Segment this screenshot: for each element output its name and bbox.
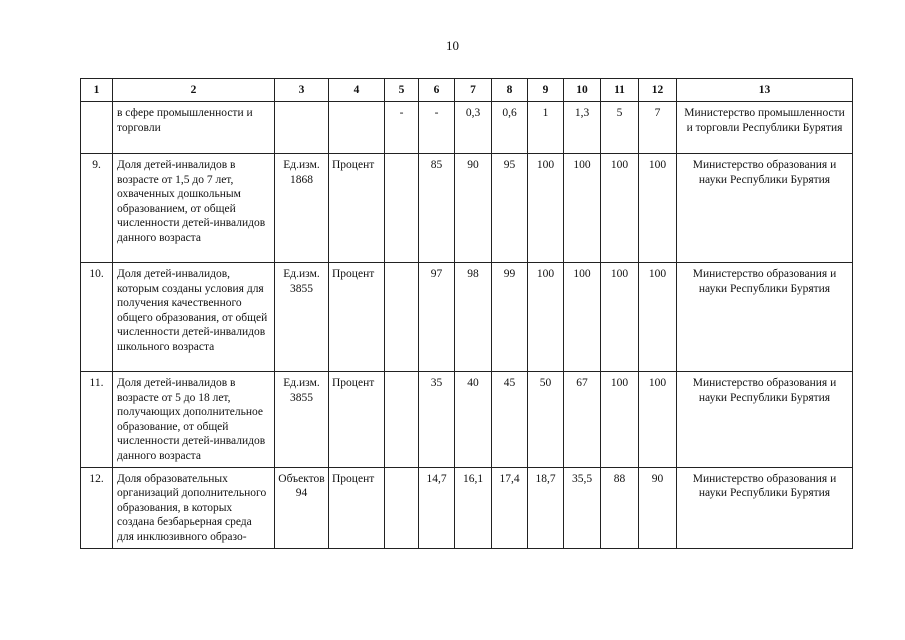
- value-cell: 97: [419, 263, 455, 372]
- header-row: [81, 79, 853, 102]
- value-cell: 98: [455, 263, 492, 372]
- value-cell: 99: [492, 263, 528, 372]
- indicators-table: [80, 78, 853, 549]
- row-number: 12.: [81, 467, 113, 548]
- indicator-name: Доля детей-инвалидов, которым созданы условия для получения качественного общего образования, от общей численности детей-инвалидов школьного возраста: [113, 263, 275, 372]
- header-cell: 3: [275, 79, 329, 102]
- value-cell: 35: [419, 372, 455, 468]
- value-cell: 50: [528, 372, 564, 468]
- table-row: [81, 467, 853, 548]
- value-cell: 100: [601, 263, 639, 372]
- indicator-name: в сфере промышленности и торговли: [113, 102, 275, 154]
- row-number: 9.: [81, 154, 113, 263]
- header-cell: 1: [81, 79, 113, 102]
- value-cell: 100: [639, 154, 677, 263]
- value-cell: 100: [564, 154, 601, 263]
- value-cell: 100: [528, 263, 564, 372]
- value-cell: [385, 263, 419, 372]
- header-cell: 4: [329, 79, 385, 102]
- measure-unit: Процент: [329, 154, 385, 263]
- value-cell: 95: [492, 154, 528, 263]
- value-cell: 85: [419, 154, 455, 263]
- unit-code: Ед.изм. 3855: [275, 263, 329, 372]
- row-number: 10.: [81, 263, 113, 372]
- value-cell: [385, 372, 419, 468]
- value-cell: 100: [601, 372, 639, 468]
- value-cell: 5: [601, 102, 639, 154]
- value-cell: 7: [639, 102, 677, 154]
- value-cell: 14,7: [419, 467, 455, 548]
- value-cell: -: [419, 102, 455, 154]
- measure-unit: Процент: [329, 467, 385, 548]
- header-cell: 8: [492, 79, 528, 102]
- value-cell: 1,3: [564, 102, 601, 154]
- measure-unit: [329, 102, 385, 154]
- header-cell: 12: [639, 79, 677, 102]
- unit-code: Объектов 94: [275, 467, 329, 548]
- responsible-body: Министерство образования и науки Республики Бурятия: [677, 372, 853, 468]
- value-cell: 1: [528, 102, 564, 154]
- value-cell: 18,7: [528, 467, 564, 548]
- indicator-name: Доля образовательных организаций дополнительного образования, в которых создана безбарьерная среда для инклюзивного образо-: [113, 467, 275, 548]
- unit-code: [275, 102, 329, 154]
- value-cell: 100: [639, 372, 677, 468]
- value-cell: 90: [455, 154, 492, 263]
- responsible-body: Министерство образования и науки Республики Бурятия: [677, 263, 853, 372]
- header-cell: 13: [677, 79, 853, 102]
- header-cell: 9: [528, 79, 564, 102]
- responsible-body: Министерство образования и науки Республики Бурятия: [677, 154, 853, 263]
- responsible-body: Министерство образования и науки Республики Бурятия: [677, 467, 853, 548]
- value-cell: 100: [564, 263, 601, 372]
- header-cell: 5: [385, 79, 419, 102]
- measure-unit: Процент: [329, 263, 385, 372]
- value-cell: 35,5: [564, 467, 601, 548]
- value-cell: 16,1: [455, 467, 492, 548]
- value-cell: 45: [492, 372, 528, 468]
- value-cell: 90: [639, 467, 677, 548]
- indicator-name: Доля детей-инвалидов в возрасте от 1,5 до 7 лет, охваченных дошкольным образованием, от общей численности детей-инвалидов данного возраста: [113, 154, 275, 263]
- measure-unit: Процент: [329, 372, 385, 468]
- value-cell: 67: [564, 372, 601, 468]
- value-cell: 0,6: [492, 102, 528, 154]
- unit-code: Ед.изм. 3855: [275, 372, 329, 468]
- row-number: 11.: [81, 372, 113, 468]
- table-row: [81, 102, 853, 154]
- page-number: 10: [446, 38, 459, 53]
- unit-code: Ед.изм. 1868: [275, 154, 329, 263]
- value-cell: [385, 467, 419, 548]
- value-cell: -: [385, 102, 419, 154]
- header-cell: 10: [564, 79, 601, 102]
- table-row: [81, 154, 853, 263]
- value-cell: 100: [601, 154, 639, 263]
- value-cell: 100: [528, 154, 564, 263]
- header-cell: 11: [601, 79, 639, 102]
- header-cell: 2: [113, 79, 275, 102]
- value-cell: 0,3: [455, 102, 492, 154]
- value-cell: 100: [639, 263, 677, 372]
- table-row: [81, 372, 853, 468]
- header-cell: 7: [455, 79, 492, 102]
- row-number: [81, 102, 113, 154]
- indicator-name: Доля детей-инвалидов в возрасте от 5 до 18 лет, получающих дополнительное образование, от общей численности детей-инвалидов данного возраста: [113, 372, 275, 468]
- value-cell: 17,4: [492, 467, 528, 548]
- value-cell: 88: [601, 467, 639, 548]
- value-cell: [385, 154, 419, 263]
- responsible-body: Министерство промышленности и торговли Республики Бурятия: [677, 102, 853, 154]
- table-row: [81, 263, 853, 372]
- value-cell: 40: [455, 372, 492, 468]
- header-cell: 6: [419, 79, 455, 102]
